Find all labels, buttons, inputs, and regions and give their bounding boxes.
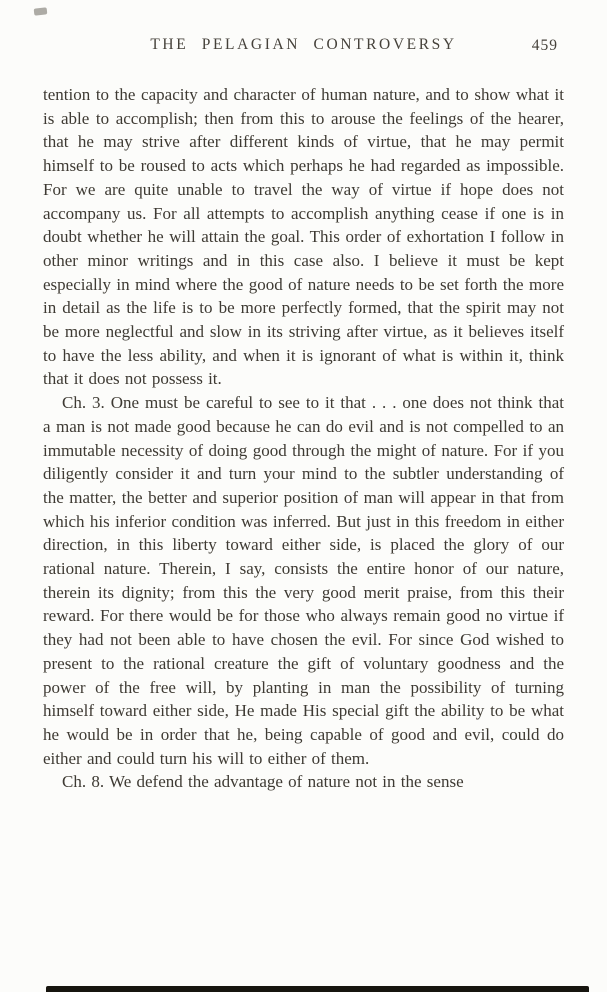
page-body-text [43, 83, 564, 794]
paragraph-continuation: tention to the capacity and character of human nature, and to show what it is able to accomplish; then from this to arouse the feelings of the hearer, that he may strive after different kinds of virtue, that he may permit himself to be roused to acts which perhaps he had regarded as impossible. For we are quite unable to travel the way of virtue if hope does not accompany us. For all attempts to accomplish anything cease if one is in doubt whether he will attain the goal. This order of exhortation I follow in other minor writings and in this case also. I believe it must be kept especially in mind where the good of nature needs to be set forth the more in detail as the life is to be more perfectly formed, that the spirit may not be more neglectful and slow in its striving after virtue, as it believes itself to have the less ability, and when it is ignorant of what is within it, think that it does not possess it. [43, 85, 564, 389]
paragraph-chapter-8: Ch. 8. We defend the advantage of nature not in the sense [62, 772, 464, 792]
paragraph-chapter-3: Ch. 3. One must be careful to see to it that . . . one does not think that a man is not made good because he can do evil and is not compelled to an immutable necessity of doing good through the might of nature. For if you diligently consider it and turn your mind to the subtler understanding of the matter, the better and superior position of man will appear in that from which his inferior condition was inferred. But just in this freedom in either direction, in this liberty toward either side, is placed the glory of our rational nature. Therein, I say, consists the entire honor of our nature, therein its dignity; from this the very good merit praise, from this their reward. For there would be for those who always remain good no virtue if they had not been able to have chosen the evil. For since God wished to present to the rational creature the gift of voluntary goodness and the power of the free will, by planting in man the possibility of turning himself toward either side, He made His special gift the ability to be what he would be in order that he, being capable of good and evil, could do either and could turn his will to either of them. [43, 393, 564, 768]
scan-edge-artifact [46, 986, 589, 992]
page-number: 459 [531, 37, 558, 54]
running-header [43, 36, 564, 58]
running-title: THE PELAGIAN CONTROVERSY [150, 36, 457, 53]
scan-smudge-artifact [34, 7, 48, 15]
